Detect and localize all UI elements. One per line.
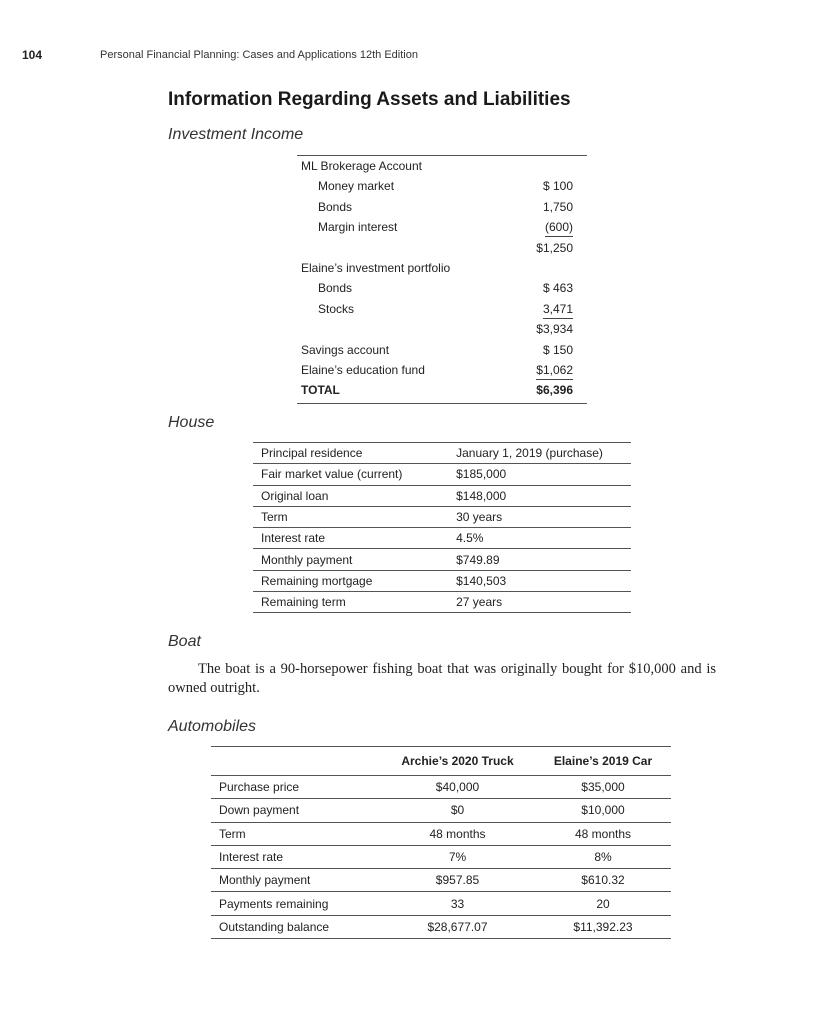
investment-row-value: $ 100 bbox=[542, 179, 573, 194]
autos-row-value: $10,000 bbox=[535, 799, 671, 822]
automobiles-table-row bbox=[211, 869, 671, 892]
investment-row-label: ML Brokerage Account bbox=[301, 159, 422, 173]
autos-header-1: Archie’s 2020 Truck bbox=[380, 747, 535, 776]
autos-row-label: Purchase price bbox=[211, 776, 380, 799]
house-row-value: $140,503 bbox=[426, 570, 631, 591]
house-heading: House bbox=[168, 414, 215, 431]
house-row-value: 27 years bbox=[426, 592, 631, 613]
investment-income-table bbox=[297, 155, 587, 403]
autos-row-label: Interest rate bbox=[211, 845, 380, 868]
investment-row-label: Bonds bbox=[318, 199, 353, 214]
house-table-row bbox=[253, 549, 631, 570]
investment-row bbox=[297, 299, 587, 319]
investment-row bbox=[297, 360, 587, 380]
house-row-label: Remaining mortgage bbox=[253, 570, 426, 591]
autos-row-value: 8% bbox=[535, 845, 671, 868]
automobiles-table-row bbox=[211, 845, 671, 868]
autos-row-value: 7% bbox=[380, 845, 535, 868]
autos-row-label: Payments remaining bbox=[211, 892, 380, 915]
house-row-label: Remaining term bbox=[253, 592, 426, 613]
house-row-value: $185,000 bbox=[426, 464, 631, 485]
investment-income-heading: Investment Income bbox=[168, 126, 304, 143]
autos-row-value: 48 months bbox=[535, 822, 671, 845]
automobiles-table-row bbox=[211, 822, 671, 845]
investment-row bbox=[297, 258, 587, 278]
automobiles-table-row bbox=[211, 776, 671, 799]
investment-row bbox=[297, 176, 587, 196]
autos-row-value: $0 bbox=[380, 799, 535, 822]
autos-row-value: $40,000 bbox=[380, 776, 535, 799]
house-row-label: Interest rate bbox=[253, 528, 426, 549]
investment-row-label: Elaine’s education fund bbox=[301, 362, 425, 377]
investment-row bbox=[297, 380, 587, 400]
house-table-row bbox=[253, 485, 631, 506]
house-row-label: Term bbox=[253, 506, 426, 527]
investment-bottom-rule bbox=[297, 403, 587, 404]
autos-row-value: $11,392.23 bbox=[535, 915, 671, 938]
house-row-value: 4.5% bbox=[426, 528, 631, 549]
autos-row-value: $610.32 bbox=[535, 869, 671, 892]
autos-row-label: Monthly payment bbox=[211, 869, 380, 892]
investment-row-value: 1,750 bbox=[542, 199, 573, 214]
autos-row-value: 33 bbox=[380, 892, 535, 915]
investment-row bbox=[297, 238, 587, 258]
house-table bbox=[253, 442, 631, 613]
investment-row-label: Bonds bbox=[318, 281, 353, 296]
house-row-value: $148,000 bbox=[426, 485, 631, 506]
house-table-row bbox=[253, 528, 631, 549]
autos-header-2: Elaine’s 2019 Car bbox=[535, 747, 671, 776]
autos-row-value: $28,677.07 bbox=[380, 915, 535, 938]
investment-row-value: $ 463 bbox=[542, 281, 573, 296]
investment-row-label: TOTAL bbox=[301, 383, 340, 398]
house-row-label: Fair market value (current) bbox=[253, 464, 426, 485]
automobiles-table-row bbox=[211, 915, 671, 938]
autos-row-value: 20 bbox=[535, 892, 671, 915]
autos-row-value: $35,000 bbox=[535, 776, 671, 799]
investment-row-label: Margin interest bbox=[318, 220, 398, 235]
automobiles-table-row bbox=[211, 799, 671, 822]
investment-row bbox=[297, 278, 587, 298]
house-row-label: Principal residence bbox=[253, 443, 426, 464]
investment-row bbox=[297, 156, 587, 176]
investment-row-value: $ 150 bbox=[542, 342, 573, 357]
boat-heading: Boat bbox=[168, 633, 201, 650]
autos-row-label: Down payment bbox=[211, 799, 380, 822]
house-row-value: January 1, 2019 (purchase) bbox=[426, 443, 631, 464]
house-table-row bbox=[253, 443, 631, 464]
autos-row-value: 48 months bbox=[380, 822, 535, 845]
investment-row-value: $3,934 bbox=[536, 322, 573, 337]
investment-row-value: 3,471 bbox=[543, 301, 573, 319]
autos-row-label: Term bbox=[211, 822, 380, 845]
house-table-row bbox=[253, 592, 631, 613]
autos-header-blank bbox=[211, 747, 380, 776]
house-row-value: $749.89 bbox=[426, 549, 631, 570]
house-row-label: Original loan bbox=[253, 485, 426, 506]
investment-row-value: $1,062 bbox=[536, 362, 573, 380]
page-title: Information Regarding Assets and Liabilities bbox=[168, 89, 571, 110]
investment-row bbox=[297, 217, 587, 237]
boat-paragraph: The boat is a 90-horsepower fishing boat that was originally bought for $10,000 and is owned outright. bbox=[168, 661, 716, 696]
house-row-value: 30 years bbox=[426, 506, 631, 527]
house-table-row bbox=[253, 464, 631, 485]
investment-row-label: Savings account bbox=[301, 342, 390, 357]
house-table-row bbox=[253, 506, 631, 527]
automobiles-table bbox=[211, 746, 671, 939]
autos-row-label: Outstanding balance bbox=[211, 915, 380, 938]
autos-row-value: $957.85 bbox=[380, 869, 535, 892]
automobiles-table-row bbox=[211, 892, 671, 915]
investment-row-value: (600) bbox=[545, 219, 573, 237]
investment-row-label: Elaine’s investment portfolio bbox=[301, 260, 451, 275]
house-row-label: Monthly payment bbox=[253, 549, 426, 570]
running-title: Personal Financial Planning: Cases and Applications 12th Edition bbox=[100, 49, 418, 61]
automobiles-heading: Automobiles bbox=[168, 718, 257, 735]
investment-row-value: $1,250 bbox=[536, 240, 573, 255]
investment-row bbox=[297, 197, 587, 217]
house-table-row bbox=[253, 570, 631, 591]
investment-row-value: $6,396 bbox=[536, 383, 573, 398]
page-number: 104 bbox=[22, 48, 43, 62]
investment-row-label: Money market bbox=[318, 179, 395, 194]
investment-row bbox=[297, 340, 587, 360]
investment-row-label: Stocks bbox=[318, 301, 355, 316]
investment-row bbox=[297, 319, 587, 339]
